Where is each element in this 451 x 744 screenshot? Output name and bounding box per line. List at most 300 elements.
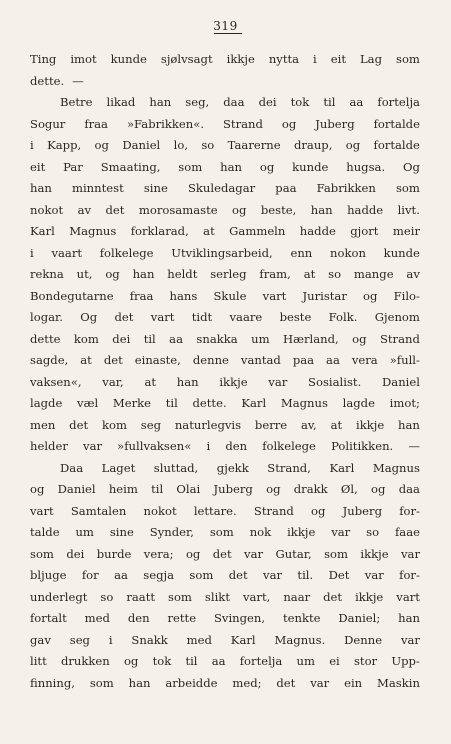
word: som — [178, 159, 203, 174]
word: »Fabrikken«. — [126, 116, 205, 131]
word: seg — [140, 417, 161, 432]
word: minntest — [71, 181, 124, 195]
text-line — [30, 307, 420, 329]
word: kunde — [383, 245, 420, 260]
word: fortelja — [239, 654, 283, 668]
word: dei — [66, 546, 85, 561]
word: so — [100, 589, 114, 604]
word: var — [400, 546, 420, 561]
text-line — [30, 608, 420, 630]
word: det — [69, 417, 89, 432]
word: Øl, — [340, 482, 358, 496]
word: daa — [398, 482, 420, 496]
word: og — [371, 482, 386, 496]
word: i — [30, 245, 34, 260]
word: fram, — [259, 267, 291, 281]
word: Kapp, — [47, 138, 82, 152]
word: Folk. — [328, 310, 358, 324]
word: og — [105, 267, 120, 281]
text-line — [30, 286, 420, 308]
word: Juristar — [302, 288, 347, 303]
word: »full- — [389, 353, 420, 367]
text-line — [30, 673, 420, 695]
word: meir — [392, 224, 420, 238]
word: og — [94, 138, 109, 152]
word: Daniel — [381, 374, 420, 389]
word: Skuledagar — [187, 181, 256, 195]
word: for- — [399, 568, 420, 582]
text-line — [30, 501, 420, 523]
word: logar. — [30, 310, 63, 324]
word: Par — [63, 159, 83, 174]
text-line — [30, 221, 420, 243]
word: — — [72, 73, 84, 88]
word: i — [30, 138, 34, 152]
word: dette. — [30, 73, 65, 88]
word: Bondegutarne — [30, 288, 114, 303]
text-line — [30, 329, 420, 351]
word: og — [363, 288, 378, 303]
word: dette — [30, 331, 61, 346]
word: Samtalen — [70, 503, 127, 518]
word: til — [323, 95, 336, 109]
word: med — [84, 611, 110, 625]
word: naar — [283, 589, 311, 604]
page-number-rule — [214, 33, 242, 34]
word: Olai — [176, 482, 201, 496]
word: av, — [300, 417, 317, 432]
word: imot — [70, 52, 97, 66]
word: og — [352, 331, 367, 346]
word: nokot — [30, 202, 64, 217]
word: og — [281, 116, 297, 131]
word: Skule — [213, 288, 247, 303]
text-line — [30, 49, 420, 71]
word: dette. — [192, 396, 227, 410]
word: og — [123, 654, 139, 668]
word: Sogur — [30, 116, 66, 131]
word: ikkje — [219, 374, 248, 389]
word: lo, — [173, 138, 188, 152]
word: Og — [403, 159, 420, 174]
word: draup, — [293, 138, 333, 152]
text-line — [30, 372, 420, 394]
word: at — [330, 417, 343, 432]
word: og — [345, 138, 361, 152]
word: i — [108, 632, 113, 647]
text-line — [30, 587, 420, 609]
word: so — [328, 267, 342, 281]
text-line — [30, 522, 420, 544]
word: vart — [396, 589, 420, 604]
word: til — [151, 482, 164, 496]
word: Karl — [30, 224, 55, 238]
word: einaste, — [134, 353, 181, 367]
text-line — [30, 544, 420, 566]
text-line — [30, 436, 420, 458]
word: han — [398, 417, 420, 432]
word: Politikken. — [331, 439, 394, 453]
word: seg, — [185, 95, 210, 109]
word: Magnus. — [274, 632, 326, 647]
word: han — [220, 159, 242, 174]
word: Juberg — [213, 482, 253, 496]
word: likad — [106, 95, 136, 109]
word: ikkje — [226, 52, 255, 66]
word: Lag — [359, 52, 383, 66]
word: var — [268, 374, 288, 389]
word: for- — [399, 503, 420, 518]
word: burde — [96, 546, 132, 561]
word: Hærland, — [282, 331, 339, 346]
word: Taarerne — [227, 138, 281, 152]
word: han — [128, 675, 151, 690]
word: — — [408, 439, 420, 453]
word: dei — [258, 95, 277, 109]
word: aa — [169, 331, 183, 346]
body-text — [30, 49, 420, 694]
text-line — [30, 71, 420, 93]
word: um — [75, 525, 94, 539]
word: var — [310, 675, 330, 690]
word: ikkje — [355, 589, 384, 604]
word: beste, — [260, 202, 297, 217]
word: var — [331, 525, 351, 539]
word: Sosialist. — [308, 374, 362, 389]
word: Merke — [112, 396, 152, 410]
word: sagde, — [30, 353, 69, 367]
word: Strand — [379, 331, 420, 346]
word: paa — [292, 353, 315, 367]
text-line — [30, 479, 420, 501]
word: Fabrikken — [316, 181, 376, 195]
word: kom — [101, 417, 127, 432]
word: so — [201, 138, 215, 152]
word: ikkje — [287, 525, 316, 539]
word: han — [310, 202, 333, 217]
word: den — [225, 439, 248, 453]
text-line — [30, 200, 420, 222]
word: helder — [30, 439, 68, 453]
word: Karl — [241, 396, 267, 410]
word: vaare — [229, 310, 263, 324]
word: seg — [69, 632, 90, 647]
text-line — [30, 630, 420, 652]
word: Gammeln — [229, 224, 286, 238]
word: vart — [262, 288, 287, 303]
word: fortalde — [373, 116, 420, 131]
word: Daniel — [122, 138, 161, 152]
word: dei — [112, 331, 131, 346]
word: av — [77, 202, 92, 217]
word: og — [311, 503, 326, 518]
word: til. — [297, 568, 314, 582]
word: kom — [73, 331, 99, 346]
word: tok — [152, 654, 172, 668]
word: lagde — [30, 396, 63, 410]
word: Denne — [344, 632, 383, 647]
word: i — [313, 52, 317, 66]
text-line — [30, 135, 420, 157]
word: Strand, — [267, 460, 311, 475]
word: drakk — [293, 482, 328, 496]
word: finning, — [30, 675, 75, 690]
word: imot; — [389, 396, 420, 410]
word: gav — [30, 632, 51, 647]
word: Daniel; — [338, 611, 381, 625]
word: sluttad, — [153, 460, 199, 475]
word: Juberg — [315, 116, 355, 131]
word: fortalt — [30, 611, 67, 625]
word: rekna — [30, 267, 64, 281]
word: vart — [30, 503, 54, 518]
word: lettare. — [193, 503, 237, 518]
word: rette — [167, 611, 197, 625]
word: at — [303, 267, 316, 281]
word: Magnus — [372, 460, 420, 475]
word: um — [251, 331, 270, 346]
word: berre — [254, 417, 288, 432]
word: enn — [290, 245, 313, 260]
word: vantad — [240, 353, 281, 367]
word: daa — [223, 95, 245, 109]
word: underlegt — [30, 589, 88, 604]
word: Daa — [60, 460, 84, 475]
word: Snakk — [131, 632, 168, 647]
word: ei — [329, 654, 340, 668]
word: tenkte — [282, 611, 321, 625]
word: det — [228, 568, 248, 582]
text-line — [30, 393, 420, 415]
word: litt — [30, 654, 47, 668]
word: som — [395, 181, 420, 195]
word: som — [324, 546, 349, 561]
word: han — [176, 374, 199, 389]
word: det — [114, 310, 134, 324]
word: Det — [328, 568, 350, 582]
word: eit — [330, 52, 346, 66]
word: ut, — [76, 267, 93, 281]
word: væl — [77, 396, 99, 410]
word: fraa — [129, 288, 154, 303]
word: mange — [353, 267, 394, 281]
word: beste — [279, 310, 312, 324]
word: aa — [114, 568, 128, 582]
word: han — [398, 611, 420, 625]
text-line — [30, 458, 420, 480]
word: til — [165, 396, 178, 410]
word: var — [364, 568, 384, 582]
word: um — [296, 654, 315, 668]
word: han — [132, 267, 155, 281]
word: »fullvaksen« — [117, 439, 192, 453]
word: med — [186, 632, 212, 647]
word: lagde — [342, 396, 375, 410]
text-line — [30, 178, 420, 200]
word: Magnus — [69, 224, 117, 238]
word: var — [83, 439, 103, 453]
word: kunde — [292, 159, 329, 174]
word: folkelege — [262, 439, 316, 453]
text-line — [30, 264, 420, 286]
word: som — [30, 546, 54, 561]
word: eit — [30, 159, 46, 174]
word: paa — [275, 181, 297, 195]
word: Laget — [101, 460, 136, 475]
word: gjekk — [216, 460, 249, 475]
word: han — [149, 95, 172, 109]
word: denne — [192, 353, 229, 367]
word: som — [396, 52, 420, 66]
page-number: 319 — [213, 19, 238, 33]
word: Magnus — [280, 396, 328, 410]
word: fortelja — [377, 95, 420, 109]
word: for — [81, 568, 99, 582]
word: serleg — [210, 267, 247, 281]
word: hans — [169, 288, 198, 303]
word: og — [266, 482, 281, 496]
text-line — [30, 92, 420, 114]
word: morosamaste — [138, 202, 218, 217]
word: sine — [109, 525, 134, 539]
word: som — [209, 525, 234, 539]
word: hugsa. — [346, 159, 386, 174]
word: nok — [249, 525, 272, 539]
text-line — [30, 114, 420, 136]
text-line — [30, 350, 420, 372]
word: Daniel — [57, 482, 96, 496]
text-line — [30, 157, 420, 179]
word: men — [30, 417, 56, 432]
word: aa — [211, 654, 226, 668]
word: Karl — [230, 632, 256, 647]
word: vera — [351, 353, 378, 367]
word: tok — [290, 95, 310, 109]
word: at — [80, 353, 92, 367]
word: vart, — [242, 589, 271, 604]
word: fortalde — [373, 138, 420, 152]
word: Karl — [329, 460, 355, 475]
word: Ting — [30, 52, 57, 66]
word: Maskin — [376, 675, 420, 690]
word: og — [259, 159, 275, 174]
word: faae — [394, 525, 420, 539]
word: Smaating, — [100, 159, 161, 174]
word: nytta — [268, 52, 300, 66]
word: at — [144, 374, 157, 389]
word: folkelege — [99, 245, 154, 260]
text-line — [30, 415, 420, 437]
word: til — [143, 331, 156, 346]
word: som — [189, 568, 214, 582]
word: stor — [353, 654, 378, 668]
word: det — [105, 202, 125, 217]
word: forklarad, — [130, 224, 189, 238]
word: aa — [326, 353, 340, 367]
word: Gjenom — [374, 310, 420, 324]
word: kunde — [110, 52, 147, 66]
word: Og — [80, 310, 98, 324]
word: som — [89, 675, 114, 690]
word: naturlegvis — [174, 417, 242, 432]
word: Utviklingsarbeid, — [171, 245, 273, 260]
word: vaksen«, — [30, 374, 82, 389]
word: heldt — [167, 267, 198, 281]
word: sine — [143, 181, 168, 195]
word: Synder, — [149, 525, 194, 539]
word: talde — [30, 525, 60, 539]
word: i — [206, 439, 211, 453]
word: det — [212, 546, 232, 561]
word: vera; — [143, 546, 174, 561]
word: slikt — [204, 589, 230, 604]
word: ein — [344, 675, 363, 690]
word: livt. — [397, 202, 420, 217]
word: aa — [349, 95, 364, 109]
word: og — [185, 546, 201, 561]
word: drukken — [60, 654, 110, 668]
text-line — [30, 565, 420, 587]
word: Betre — [60, 95, 93, 109]
word: raatt — [126, 589, 156, 604]
word: og — [232, 202, 247, 217]
word: den — [127, 611, 150, 625]
word: Strand — [253, 503, 294, 518]
word: vart — [150, 310, 175, 324]
word: snakka — [196, 331, 238, 346]
word: av — [406, 267, 420, 281]
word: nokon — [330, 245, 366, 260]
word: at — [203, 224, 215, 238]
word: tidt — [191, 310, 213, 324]
word: var — [263, 568, 283, 582]
word: og — [30, 482, 45, 496]
word: Strand — [222, 116, 263, 131]
word: det — [103, 353, 123, 367]
word: sjølvsagt — [160, 52, 213, 66]
word: Filo- — [393, 288, 420, 303]
word: med; — [232, 675, 262, 690]
word: vaart — [51, 245, 83, 260]
word: nokot — [143, 503, 177, 518]
word: bljuge — [30, 568, 67, 582]
word: ikkje — [360, 546, 389, 561]
word: til — [185, 654, 198, 668]
word: heim — [108, 482, 138, 496]
word: segja — [143, 568, 175, 582]
word: Gutar, — [275, 546, 312, 561]
word: Juberg — [342, 503, 383, 518]
word: gjort — [350, 224, 379, 238]
word: var — [244, 546, 264, 561]
word: ikkje — [355, 417, 385, 432]
word: fraa — [84, 116, 108, 131]
word: hadde — [347, 202, 384, 217]
word: som — [168, 589, 192, 604]
word: var, — [102, 374, 124, 389]
word: so — [366, 525, 380, 539]
word: han — [30, 181, 52, 195]
text-line — [30, 651, 420, 673]
word: var — [400, 632, 420, 647]
word: det — [323, 589, 343, 604]
word: arbeidde — [165, 675, 218, 690]
word: det — [276, 675, 296, 690]
word: Upp- — [391, 654, 420, 668]
word: hadde — [299, 224, 336, 238]
text-line — [30, 243, 420, 265]
word: Svingen, — [213, 611, 266, 625]
